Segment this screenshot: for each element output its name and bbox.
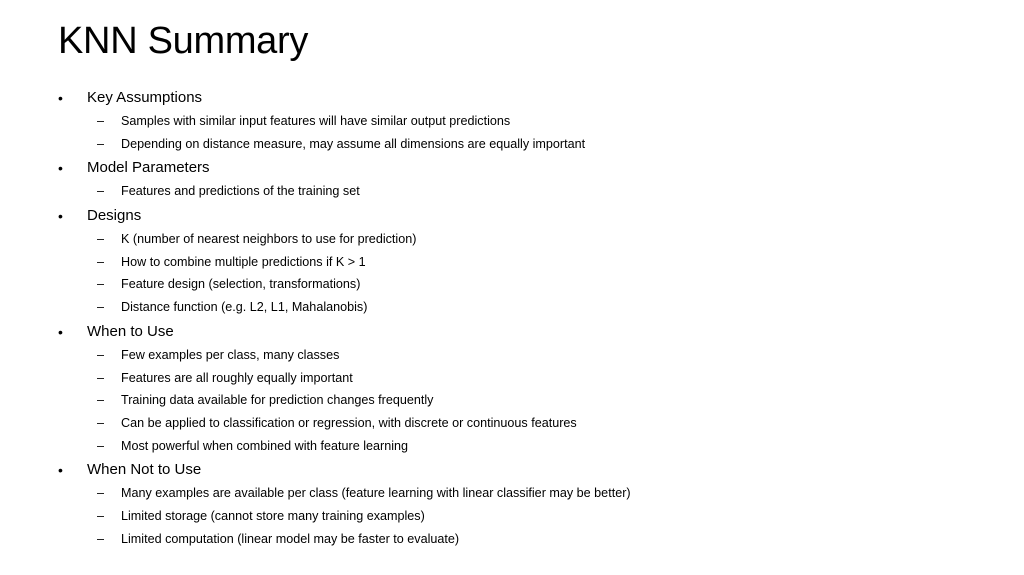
bullet-dot-icon: • — [58, 323, 63, 340]
dash-icon: – — [97, 277, 105, 292]
sub-bullet-text: Feature design (selection, transformations) — [121, 277, 361, 292]
bullet-dot-icon: • — [58, 208, 63, 225]
bullet-heading-text: Model Parameters — [87, 159, 210, 177]
bullet-dot-icon: • — [58, 160, 63, 177]
bullet-heading-text: Key Assumptions — [87, 89, 203, 106]
sub-bullet-text: How to combine multiple predictions if K > 1 — [121, 254, 366, 269]
sub-bullet-text: Features are all roughly equally important — [121, 370, 353, 385]
sub-bullet-item — [58, 251, 998, 274]
bullet-heading — [58, 320, 998, 344]
dash-icon: – — [97, 531, 105, 546]
dash-icon: – — [97, 415, 105, 430]
dash-icon: – — [97, 300, 105, 315]
sub-bullet-text: Most powerful when combined with feature learning — [121, 438, 409, 453]
bullet-section — [58, 320, 998, 457]
sub-bullet-text: Features and predictions of the training set — [121, 184, 360, 199]
sub-bullet-text: Depending on distance measure, may assume all dimensions are equally important — [121, 136, 586, 151]
bullet-heading — [58, 204, 998, 228]
bullet-section — [58, 458, 998, 550]
bullet-heading — [58, 156, 998, 180]
dash-icon: – — [97, 114, 105, 128]
sub-bullet-item — [58, 228, 998, 251]
slide-title: KNN Summary — [58, 20, 309, 62]
dash-icon: – — [97, 438, 105, 453]
bullet-dot-icon: • — [58, 90, 63, 106]
sub-bullet-item — [58, 528, 998, 551]
sub-bullet-text: Limited computation (linear model may be faster to evaluate) — [121, 531, 460, 546]
bullet-heading-text: When Not to Use — [87, 461, 202, 479]
sub-bullet-text: Can be applied to classification or regression, with discrete or continuous features — [121, 415, 577, 430]
dash-icon: – — [97, 347, 105, 362]
sub-bullet-text: Samples with similar input features will have similar output predictions — [121, 114, 511, 128]
sub-bullet-item — [58, 482, 998, 505]
dash-icon: – — [97, 184, 105, 199]
sub-bullet-item — [58, 110, 998, 133]
sub-bullet-text: K (number of nearest neighbors to use for prediction) — [121, 232, 417, 247]
sub-bullet-text: Many examples are available per class (feature learning with linear classifier may be better) — [121, 486, 631, 501]
bullet-section — [58, 156, 998, 203]
sub-bullet-item — [58, 344, 998, 367]
sub-bullet-item — [58, 505, 998, 528]
sub-bullet-item — [58, 412, 998, 435]
sub-bullet-item — [58, 389, 998, 412]
dash-icon: – — [97, 232, 105, 247]
dash-icon: – — [97, 508, 105, 523]
bullet-heading-text: Designs — [87, 207, 142, 225]
bullet-dot-icon: • — [58, 462, 63, 479]
slide-content — [58, 85, 998, 550]
sub-bullet-text: Limited storage (cannot store many training examples) — [121, 508, 425, 523]
bullet-heading — [58, 86, 998, 110]
bullet-section — [58, 86, 998, 155]
sub-bullet-item — [58, 296, 998, 319]
bullet-section — [58, 204, 998, 319]
bullet-heading-text: When to Use — [87, 322, 174, 340]
sub-bullet-text: Training data available for prediction changes frequently — [121, 393, 434, 408]
sub-bullet-item — [58, 273, 998, 296]
sub-bullet-text: Few examples per class, many classes — [121, 347, 340, 362]
dash-icon: – — [97, 136, 105, 151]
dash-icon: – — [97, 393, 105, 408]
dash-icon: – — [97, 486, 105, 501]
sub-bullet-item — [58, 133, 998, 156]
sub-bullet-item — [58, 180, 998, 203]
sub-bullet-item — [58, 367, 998, 390]
bullet-heading — [58, 458, 998, 482]
dash-icon: – — [97, 254, 105, 269]
dash-icon: – — [97, 370, 105, 385]
sub-bullet-item — [58, 435, 998, 458]
sub-bullet-text: Distance function (e.g. L2, L1, Mahalanobis) — [121, 300, 368, 315]
